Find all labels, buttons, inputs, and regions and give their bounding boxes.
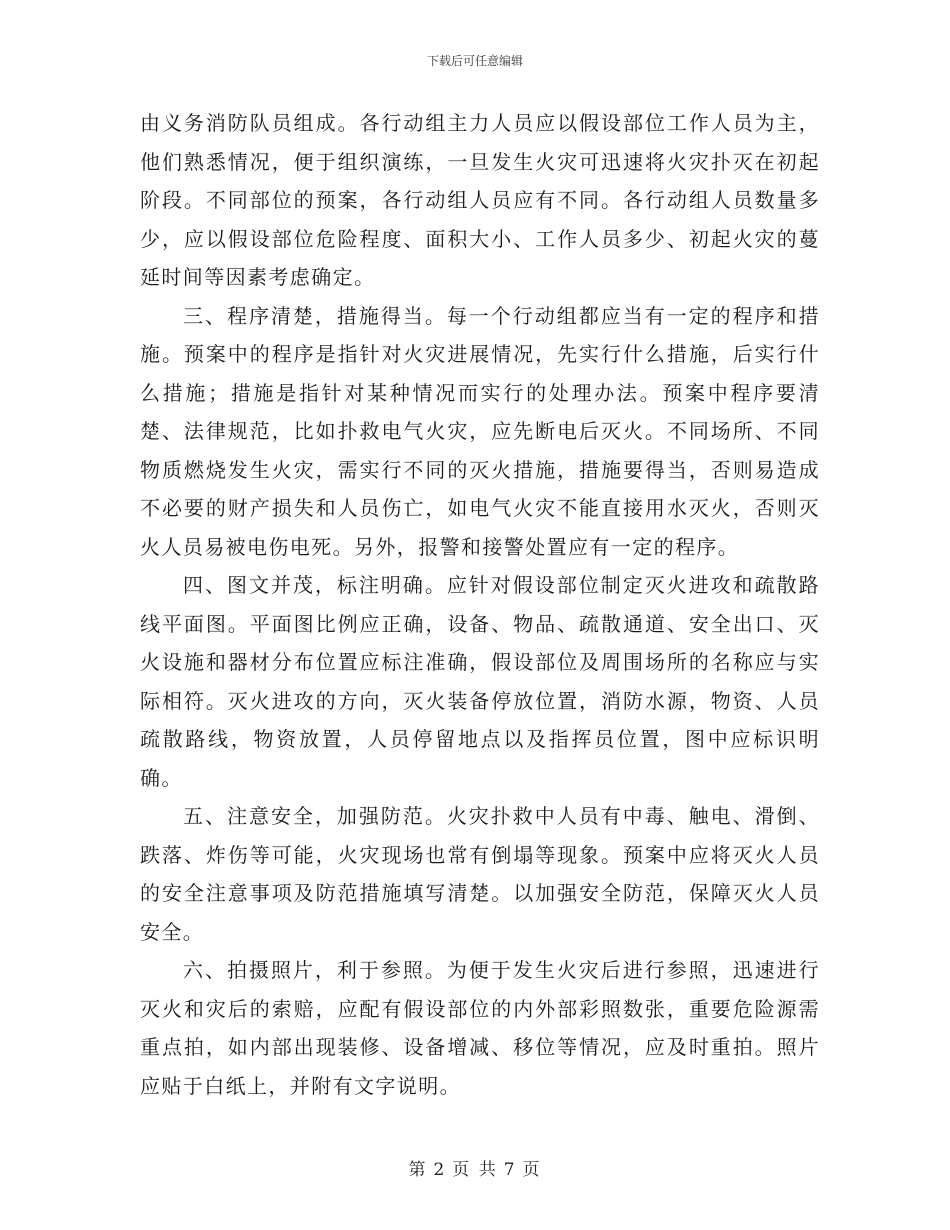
paragraph-section-6: 六、拍摄照片，利于参照。为便于发生火灾后进行参照，迅速进行灭火和灾后的索赔，应配有假设部位的内外部彩照数张，重要危险源需重点拍，如内部出现装修、设备增减、移位等情况，应及时重拍。照片应贴于白纸上，并附有文字说明。 [140, 958, 820, 1098]
paragraph-continuation: 由义务消防队员组成。各行动组主力人员应以假设部位工作人员为主，他们熟悉情况，便于组织演练，一旦发生火灾可迅速将火灾扑灭在初起阶段。不同部位的预案，各行动组人员应有不同。各行动组人员数量多少，应以假设部位危险程度、面积大小、工作人员多少、初起火灾的蔓延时间等因素考虑确定。 [140, 111, 820, 289]
paragraph-section-5: 五、注意安全，加强防范。火灾扑救中人员有中毒、触电、滑倒、跌落、炸伤等可能，火灾现场也常有倒塌等现象。预案中应将灭火人员的安全注意事项及防范措施填写清楚。以加强安全防范，保障灭火人员安全。 [140, 804, 820, 944]
footer-prefix: 第 [408, 1160, 428, 1180]
document-body [140, 104, 820, 1105]
page-header: 下载后可任意编辑 [426, 54, 523, 68]
total-page-count: 7 [503, 1160, 517, 1180]
current-page-number: 2 [433, 1160, 447, 1180]
page-number-footer [0, 1155, 950, 1180]
paragraph-section-4: 四、图文并茂，标注明确。应针对假设部位制定灭火进攻和疏散路线平面图。平面图比例应正确，设备、物品、疏散通道、安全出口、灭火设施和器材分布位置应标注准确，假设部位及周围场所的名称应与实际相符。灭火进攻的方向，灭火装备停放位置，消防水源，物资、人员疏散路线，物资放置，人员停留地点以及指挥员位置，图中应标识明确。 [140, 573, 820, 790]
footer-suffix: 页 [522, 1160, 542, 1180]
paragraph-section-3: 三、程序清楚，措施得当。每一个行动组都应当有一定的程序和措施。预案中的程序是指针对火灾进展情况，先实行什么措施，后实行什么措施；措施是指针对某种情况而实行的处理办法。预案中程序要清楚、法律规范，比如扑救电气火灾，应先断电后灭火。不同场所、不同物质燃烧发生火灾，需实行不同的灭火措施，措施要得当，否则易造成不必要的财产损失和人员伤亡，如电气火灾不能直接用水灭火，否则灭火人员易被电伤电死。另外，报警和接警处置应有一定的程序。 [140, 303, 820, 559]
footer-middle: 页 共 [452, 1160, 498, 1180]
